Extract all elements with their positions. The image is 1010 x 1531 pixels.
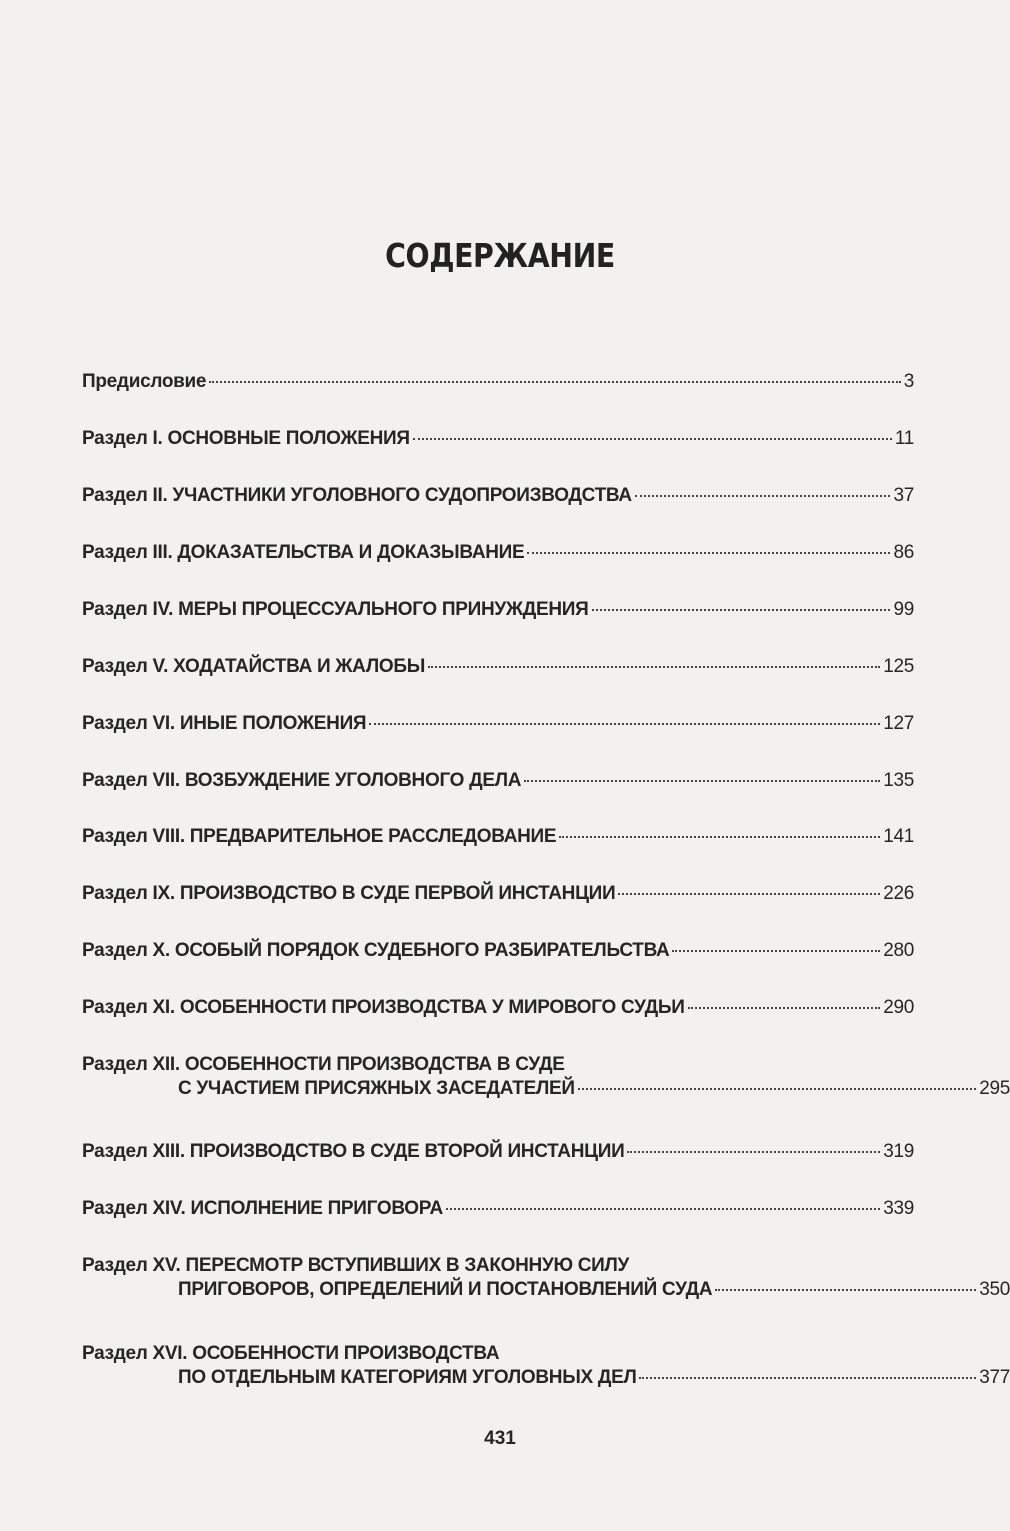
toc-entry-title: Раздел VII. ВОЗБУЖДЕНИЕ УГОЛОВНОГО ДЕЛА bbox=[82, 770, 522, 791]
toc-entry-section-1[interactable] bbox=[82, 427, 914, 451]
dot-leader bbox=[672, 950, 880, 952]
toc-entry-section-4[interactable] bbox=[82, 598, 914, 622]
toc-entry-section-9[interactable] bbox=[82, 882, 914, 906]
table-of-contents bbox=[82, 0, 1010, 1531]
dot-leader bbox=[592, 609, 891, 611]
dot-leader bbox=[627, 1151, 880, 1153]
toc-page-number: 290 bbox=[883, 997, 914, 1018]
toc-entry-title: Раздел II. УЧАСТНИКИ УГОЛОВНОГО СУДОПРОИЗВОДСТВА bbox=[82, 485, 632, 506]
toc-entry-title-line1: Раздел XII. ОСОБЕННОСТИ ПРОИЗВОДСТВА В СУДЕ bbox=[82, 1054, 565, 1075]
toc-entry-section-6[interactable] bbox=[82, 712, 914, 736]
toc-page-number: 339 bbox=[883, 1198, 914, 1219]
toc-page-number: 86 bbox=[893, 542, 914, 563]
dot-leader bbox=[446, 1208, 880, 1210]
toc-page-number: 226 bbox=[883, 883, 914, 904]
toc-page-number: 377 bbox=[979, 1367, 1010, 1388]
dot-leader bbox=[618, 893, 880, 895]
toc-entry-section-13[interactable] bbox=[82, 1140, 914, 1164]
dot-leader bbox=[369, 723, 880, 725]
toc-entry-title-line2: ПРИГОВОРОВ, ОПРЕДЕЛЕНИЙ И ПОСТАНОВЛЕНИЙ СУДА bbox=[178, 1279, 713, 1300]
page-title: СОДЕРЖАНИЕ bbox=[385, 236, 615, 275]
toc-entry-title: Раздел VI. ИНЫЕ ПОЛОЖЕНИЯ bbox=[82, 713, 367, 734]
toc-page-number: 141 bbox=[883, 826, 914, 847]
toc-page-number: 280 bbox=[883, 940, 914, 961]
dot-leader bbox=[639, 1377, 976, 1379]
dot-leader bbox=[428, 666, 880, 668]
toc-entry-section-8[interactable] bbox=[82, 825, 914, 849]
toc-page-number: 127 bbox=[883, 713, 914, 734]
toc-entry-title: Раздел III. ДОКАЗАТЕЛЬСТВА И ДОКАЗЫВАНИЕ bbox=[82, 542, 525, 563]
toc-entry-title: Раздел XIII. ПРОИЗВОДСТВО В СУДЕ ВТОРОЙ ИНСТАНЦИИ bbox=[82, 1141, 625, 1162]
dot-leader bbox=[527, 552, 890, 554]
toc-entry-title-line2: С УЧАСТИЕМ ПРИСЯЖНЫХ ЗАСЕДАТЕЛЕЙ bbox=[178, 1078, 575, 1099]
toc-entry-title: Раздел VIII. ПРЕДВАРИТЕЛЬНОЕ РАССЛЕДОВАНИЕ bbox=[82, 826, 557, 847]
toc-page-number: 350 bbox=[979, 1279, 1010, 1300]
dot-leader bbox=[635, 495, 891, 497]
toc-entry-title: Раздел I. ОСНОВНЫЕ ПОЛОЖЕНИЯ bbox=[82, 428, 410, 449]
toc-page-number: 37 bbox=[893, 485, 914, 506]
toc-entry-title: Раздел XI. ОСОБЕННОСТИ ПРОИЗВОДСТВА У МИРОВОГО СУДЬИ bbox=[82, 997, 685, 1018]
toc-entry-section-11[interactable] bbox=[82, 996, 914, 1020]
dot-leader bbox=[524, 780, 880, 782]
dot-leader bbox=[413, 438, 892, 440]
toc-page-number: 11 bbox=[894, 428, 914, 449]
toc-entry-section-15[interactable] bbox=[82, 1254, 1010, 1302]
dot-leader bbox=[578, 1088, 976, 1090]
toc-entry-section-10[interactable] bbox=[82, 939, 914, 963]
toc-entry-section-7[interactable] bbox=[82, 769, 914, 793]
toc-page-number: 125 bbox=[883, 656, 914, 677]
toc-entry-title: Раздел IV. МЕРЫ ПРОЦЕССУАЛЬНОГО ПРИНУЖДЕНИЯ bbox=[82, 599, 589, 620]
toc-page-number: 295 bbox=[979, 1078, 1010, 1099]
dot-leader bbox=[209, 381, 901, 383]
toc-entry-preface[interactable] bbox=[82, 370, 914, 394]
toc-entry-title: Раздел XIV. ИСПОЛНЕНИЕ ПРИГОВОРА bbox=[82, 1198, 443, 1219]
toc-entry-section-12[interactable] bbox=[82, 1053, 1010, 1101]
toc-entry-section-3[interactable] bbox=[82, 541, 914, 565]
toc-page-number: 135 bbox=[883, 770, 914, 791]
toc-entry-title: Раздел X. ОСОБЫЙ ПОРЯДОК СУДЕБНОГО РАЗБИРАТЕЛЬСТВА bbox=[82, 940, 670, 961]
dot-leader bbox=[715, 1289, 976, 1291]
toc-entry-title: Предисловие bbox=[82, 371, 207, 392]
toc-page-number: 99 bbox=[893, 599, 914, 620]
toc-entry-title-line2: ПО ОТДЕЛЬНЫМ КАТЕГОРИЯМ УГОЛОВНЫХ ДЕЛ bbox=[178, 1367, 637, 1388]
toc-entry-title-line1: Раздел XVI. ОСОБЕННОСТИ ПРОИЗВОДСТВА bbox=[82, 1343, 500, 1364]
toc-entry-title: Раздел V. ХОДАТАЙСТВА И ЖАЛОБЫ bbox=[82, 656, 425, 677]
page-folio-number: 431 bbox=[484, 1428, 516, 1449]
dot-leader bbox=[688, 1007, 881, 1009]
toc-entry-title: Раздел IX. ПРОИЗВОДСТВО В СУДЕ ПЕРВОЙ ИНСТАНЦИИ bbox=[82, 883, 616, 904]
toc-page-number: 3 bbox=[903, 371, 914, 392]
toc-entry-section-2[interactable] bbox=[82, 484, 914, 508]
toc-entry-section-16[interactable] bbox=[82, 1342, 1010, 1390]
toc-entry-section-14[interactable] bbox=[82, 1197, 914, 1221]
toc-page-number: 319 bbox=[883, 1141, 914, 1162]
toc-entry-section-5[interactable] bbox=[82, 655, 914, 679]
toc-entry-title-line1: Раздел XV. ПЕРЕСМОТР ВСТУПИВШИХ В ЗАКОННУЮ СИЛУ bbox=[82, 1255, 630, 1276]
dot-leader bbox=[559, 836, 880, 838]
